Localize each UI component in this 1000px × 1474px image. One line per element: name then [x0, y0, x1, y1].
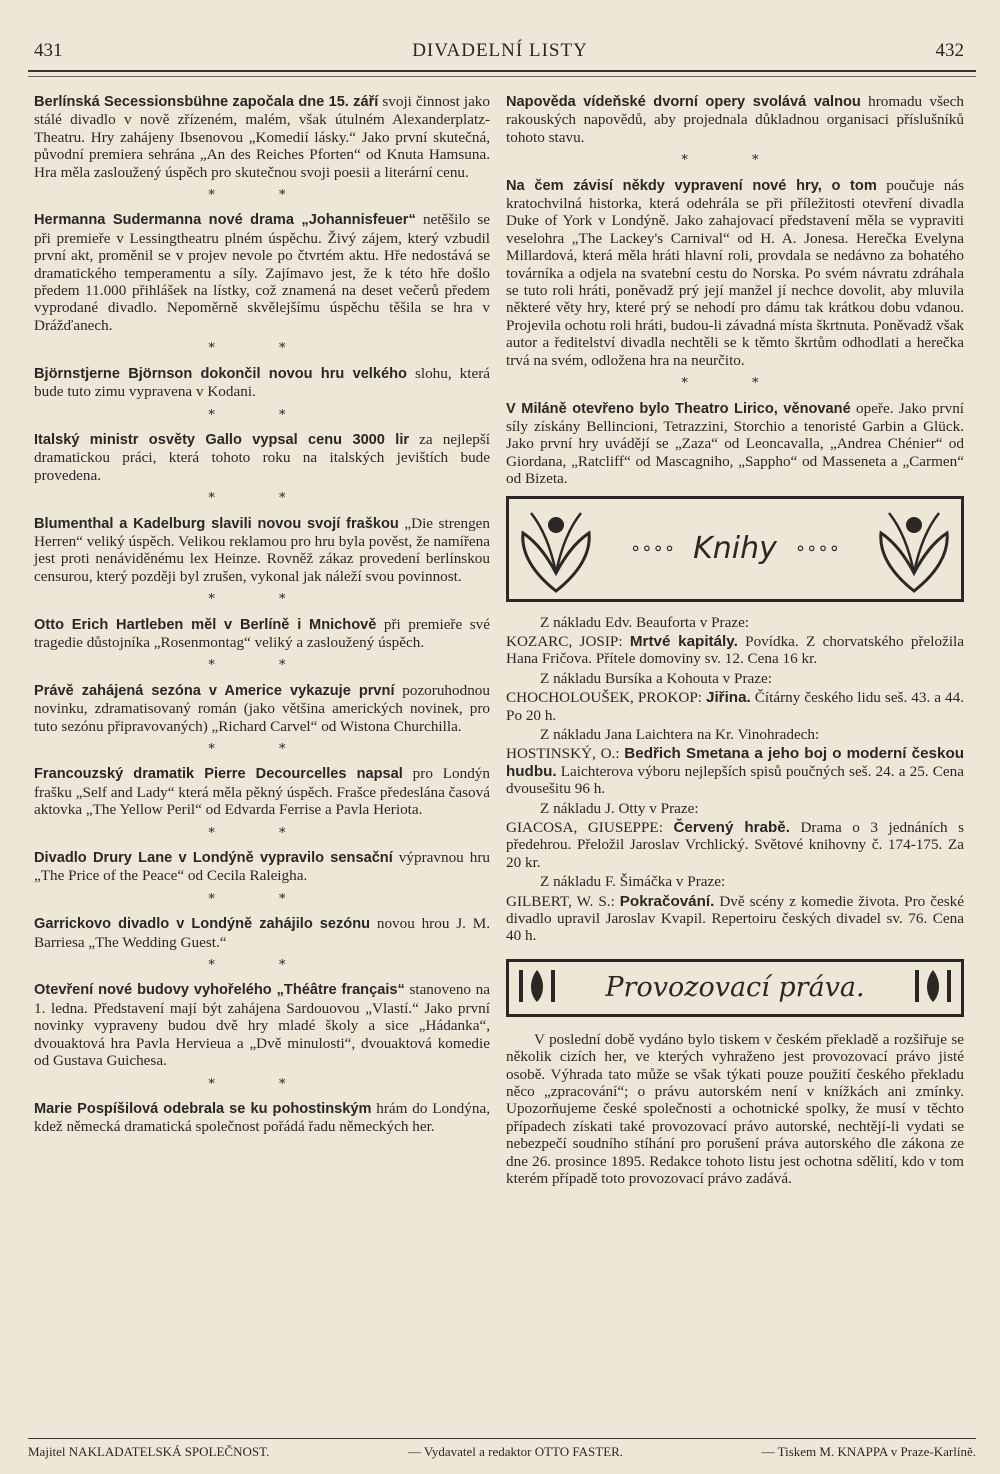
news-item	[34, 431, 490, 484]
footer-rule	[28, 1438, 976, 1439]
news-lead: Italský ministr osvěty Gallo vypsal cenu 3000 lir	[34, 431, 410, 448]
book-publisher: Z nákladu Bursíka a Kohouta v Praze:	[540, 669, 772, 687]
tulip-ornament-icon	[515, 966, 559, 1006]
news-lead: Na čem závisí někdy vypravení nové hry, o tom	[506, 177, 877, 194]
book-details: Laichterova výboru nejlepších spisů poučných seš. 24. a 25. Cena dvousešitu 96 h.	[506, 762, 964, 798]
tulip-ornament-icon	[911, 966, 955, 1006]
footer-owner: Majitel NAKLADATELSKÁ SPOLEČNOST.	[28, 1444, 270, 1459]
book-author: KOZARC, JOSIP:	[506, 632, 623, 650]
rights-paragraph: V poslední době vydáno bylo tiskem v českém překladě a rozšiřuje se několik cizích her, ve kterých vyhraženo jest provozovací právo jisté osobě. Výhrada tato může se však týkati pouze použití českého překladu něco „zpracování“; o právu autorském není v knížkách ani zmínky. Upozorňujeme české společnosti a ochotnické spolky, že musí v těchto případech získati také provozovací právo autorské, nechtějí-li vydati se nebezpečí soudního stíhání pro porušení práva autorského dle zákona ze dne 26. prosince 1895. Redakce tohoto listu jest ochotna sdělití, kdo v tom kterém případě toto provozovací právo zadává.	[506, 1030, 964, 1188]
news-item	[34, 93, 490, 181]
news-item	[34, 515, 490, 586]
news-lead: Marie Pospíšilová odebrala se ku pohostinským	[34, 1100, 372, 1117]
news-item	[34, 765, 490, 818]
asterism-separator: * *	[208, 341, 316, 357]
floral-ornament-icon	[513, 503, 599, 595]
news-body: hrám do Londýna, kdež německá dramatická společnost pořádá řadu německých her.	[34, 1099, 490, 1136]
news-item	[34, 981, 490, 1069]
book-author: GIACOSA, GIUSEPPE:	[506, 819, 663, 836]
news-body: pozoruhodnou novinku, zdramatisovaný román (jako většina amerických novinek, pro tuto sezónu připravovaných) „Richard Carvel“ od Wistona Churchilla.	[34, 681, 490, 735]
news-item	[34, 682, 490, 735]
news-body: novou hrou J. M. Barriesa „The Wedding Guest.“	[34, 915, 490, 951]
rights-banner	[506, 959, 964, 1017]
book-entry	[506, 893, 964, 945]
book-title: Červený hrabě.	[673, 819, 790, 836]
news-body: poučuje nás kratochvilná historka, která odehrála se při příležitosti otevření divadla Duke of York v Londýně. Jako zahajovací představení měla se vypraviti veselohra „The Lackey's Carnival“ od H. A. Jonesa. Herečka Evelyna Millardová, která měla hráti hlavní roli, provdala se nedávno za bohatého továrníka a odjela na svatební cestu do Norska. Po svém návratu zdráhala se tuto roli hráti, poněvadž prý její manžel jí nechce dovolit, aby mluvila některé věty hry, které prý se nehodí pro dámu tak krátkou dobu vdanou. Projevila ochotu roli hráti, budou-li závadná místa škrtnuta. Poněvadž však autor a ředitelství divadla nechtěli se k těmto škrtům odhodlati a herečka trvá na svém, odložena hra na neurčito.	[506, 176, 964, 369]
news-item	[506, 93, 964, 146]
news-lead: Francouzský dramatik Pierre Decourcelles napsal	[34, 766, 403, 783]
book-publisher: Z nákladu Jana Laichtera na Kr. Vinohradech:	[540, 725, 820, 743]
news-item	[34, 1100, 490, 1136]
news-item	[34, 211, 490, 334]
news-body: při premieře své tragedie důstojníka „Rosenmontag“ veliký a zasloužený úspěch.	[34, 615, 490, 651]
books-banner	[506, 496, 964, 602]
news-item	[34, 365, 490, 401]
book-publisher: Z nákladu Edv. Beauforta v Praze:	[540, 613, 750, 631]
asterism-separator: * *	[208, 958, 316, 974]
news-lead: Blumenthal a Kadelburg slavili novou svojí fraškou	[34, 515, 399, 532]
right-news-list	[506, 93, 964, 488]
asterism-separator: * *	[681, 376, 789, 392]
asterism-separator: * *	[208, 491, 316, 507]
news-body: výpravnou hru „The Price of the Peace“ od Cecila Raleigha.	[34, 849, 491, 885]
news-body: za nejlepší dramatickou práci, která tohoto roku na italských jevištích bude provedena.	[34, 430, 490, 484]
news-body: pro Londýn frašku „Self and Lady“ která měla pěkný úspěch. Frašce předeslána časová aktovka „The Yellow Peril“ od Edvarda Ferrise a Pavla Heriota.	[34, 765, 490, 819]
news-item	[34, 616, 490, 652]
asterism-separator: * *	[208, 1076, 316, 1092]
footer-editor: — Vydavatel a redaktor OTTO FASTER.	[407, 1444, 624, 1459]
books-heading: Knihy	[693, 530, 777, 566]
book-title: Pokračování.	[619, 892, 715, 910]
book-title: Jiřina.	[706, 689, 751, 707]
news-lead: V Miláně otevřeno bylo Theatro Lirico, věnované	[506, 400, 851, 417]
page-header	[28, 40, 972, 70]
book-details: Povídka. Z chorvatského přeložila Hana Fričova. Přítele domoviny sv. 12. Cena 16 kr.	[506, 632, 964, 668]
book-details: Dvě scény z komedie života. Pro české divadlo upravil Jaroslav Kvapil. Repertoiru českých divadel sv. 76. Cena 40 h.	[506, 892, 964, 945]
book-entry	[506, 819, 964, 871]
news-lead: Otto Erich Hartleben měl v Berlíně i Mnichově	[34, 616, 377, 633]
news-body: svoji činnost jako stálé divadlo v nově zřízeném, malém, však útulném Alexanderplatz-Theatru. Hry zahájeny Ibsenovou „Komedií lásky.“ Jako první skutečná, původní premiera sehrána „An des Reiches Pforten“ od Knuta Hamsuna. Hra měla zasloužený úspěch pro skutečnou svoji poesii a literární cenu.	[34, 93, 490, 181]
ornament-dots-left: ∘∘∘∘	[630, 537, 676, 559]
asterism-separator: * *	[208, 592, 316, 608]
news-body: „Die strengen Herren“ veliký úspěch. Velikou reklamou pro hru byla pověst, že namířena jest proti nenáviděnému lex Heinze. Rovněž zákaz provedení berlínskou censurou, který později byl zrušen, vykonal jak náleží svou povinnost.	[34, 514, 491, 585]
news-body: opeře. Jako první síly získány Bellincioni, Tetrazzini, Storchio a tenoristé Garbin a Glück. Jako první hry uvádějí se „Zaza“ od Leoncavalla, „Andrea Chénier“ od Giordana, „Ratcliff“ od Mascagniho, „Sappho“ od Masseneta a „Carmen“ od Bizeta.	[506, 399, 965, 488]
news-body: netěšilo se při premieře v Lessingtheatru plném úspěchu. Živý zájem, který vzbudil první akt, proměnil se v projev nevole po čtvrtém aktu. Hře nedostává se dramatického temperamentu a síly. Zajímavo jest, že k této hře došlo předem 11.000 přihlášek na lístky, což znamená na deset večerů předem vyprodané divadlo. Nepoměrně skvělejšímu úspěchu těšila se hra v Drážďanech.	[34, 211, 491, 334]
header-rule-thin	[28, 76, 976, 77]
book-entry	[506, 633, 964, 668]
news-lead: Björnstjerne Björnson dokončil novou hru velkého	[34, 365, 407, 382]
asterism-separator: * *	[208, 891, 316, 907]
ornament-dots-right: ∘∘∘∘	[794, 537, 840, 559]
rights-heading: Provozovací práva.	[605, 972, 865, 1004]
news-lead: Garrickovo divadlo v Londýně zahájilo sezónu	[34, 916, 371, 933]
book-list	[506, 614, 964, 945]
publication-title: DIVADELNÍ LISTY	[412, 40, 588, 61]
news-lead: Divadlo Drury Lane v Londýně vypravilo sensační	[34, 850, 393, 867]
book-details: Drama o 3 jednáních s předehrou. Přeložil Jaroslav Vrchlický. Světové knihovny č. 174-175. Za 20 kr.	[506, 819, 965, 871]
news-item	[506, 177, 964, 369]
book-entry	[506, 745, 964, 797]
news-lead: Otevření nové budovy vyhořelého „Théâtre français“	[34, 982, 405, 999]
news-body: stanoveno na 1. ledna. Představení mají být zahájena Sardouovou „Vlastí.“ Jako první novinky vypraveny budou dvě hry mladé školy a sice „Hádanka“, dvouaktová hra Pavla Hervieua a „Dvě minulosti“, dvouaktová komedie od Gustava Guichesa.	[34, 981, 490, 1070]
book-author: CHOCHOLOUŠEK, PROKOP:	[506, 689, 702, 707]
asterism-separator: * *	[208, 742, 316, 757]
book-publisher: Z nákladu J. Otty v Praze:	[540, 799, 699, 817]
left-column	[34, 93, 490, 1142]
news-item	[34, 915, 490, 951]
book-title: Bedřich Smetana a jeho boj o moderní českou hudbu.	[506, 745, 964, 780]
news-item	[34, 849, 490, 885]
page-number-right: 432	[935, 40, 964, 61]
page-footer	[28, 1444, 976, 1460]
news-item	[506, 400, 964, 488]
book-entry	[506, 689, 964, 724]
asterism-separator: * *	[208, 825, 316, 841]
page-number-left: 431	[34, 40, 63, 61]
book-details: Čítárny českého lidu seš. 43. a 44. Po 20 h.	[506, 689, 965, 724]
news-body: slohu, která bude tuto zimu vypravena v Kodani.	[34, 364, 490, 401]
news-lead: Hermanna Sudermanna nové drama „Johannisfeuer“	[34, 212, 416, 229]
asterism-separator: * *	[208, 188, 316, 204]
news-lead: Právě zahájená sezóna v Americe vykazuje první	[34, 682, 395, 699]
news-lead: Berlínská Secessionsbühne započala dne 15. září	[34, 94, 379, 110]
floral-ornament-icon	[871, 503, 957, 595]
asterism-separator: * *	[208, 658, 316, 674]
footer-printer: — Tiskem M. KNAPPA v Praze-Karlíně.	[761, 1444, 976, 1459]
right-column	[506, 93, 964, 1188]
header-rule	[28, 70, 976, 72]
asterism-separator: * *	[208, 407, 316, 423]
book-publisher: Z nákladu F. Šimáčka v Praze:	[540, 873, 726, 891]
asterism-separator: * *	[681, 153, 789, 169]
book-title: Mrtvé kapitály.	[629, 632, 738, 650]
news-lead: Napověda vídeňské dvorní opery svolává valnou	[506, 94, 861, 110]
news-body: hromadu všech rakouských napovědů, aby projednala důkladnou organisaci příslušníků tohoto stavu.	[506, 93, 965, 146]
book-author: HOSTINSKÝ, O.:	[506, 745, 620, 763]
book-author: GILBERT, W. S.:	[506, 892, 615, 910]
